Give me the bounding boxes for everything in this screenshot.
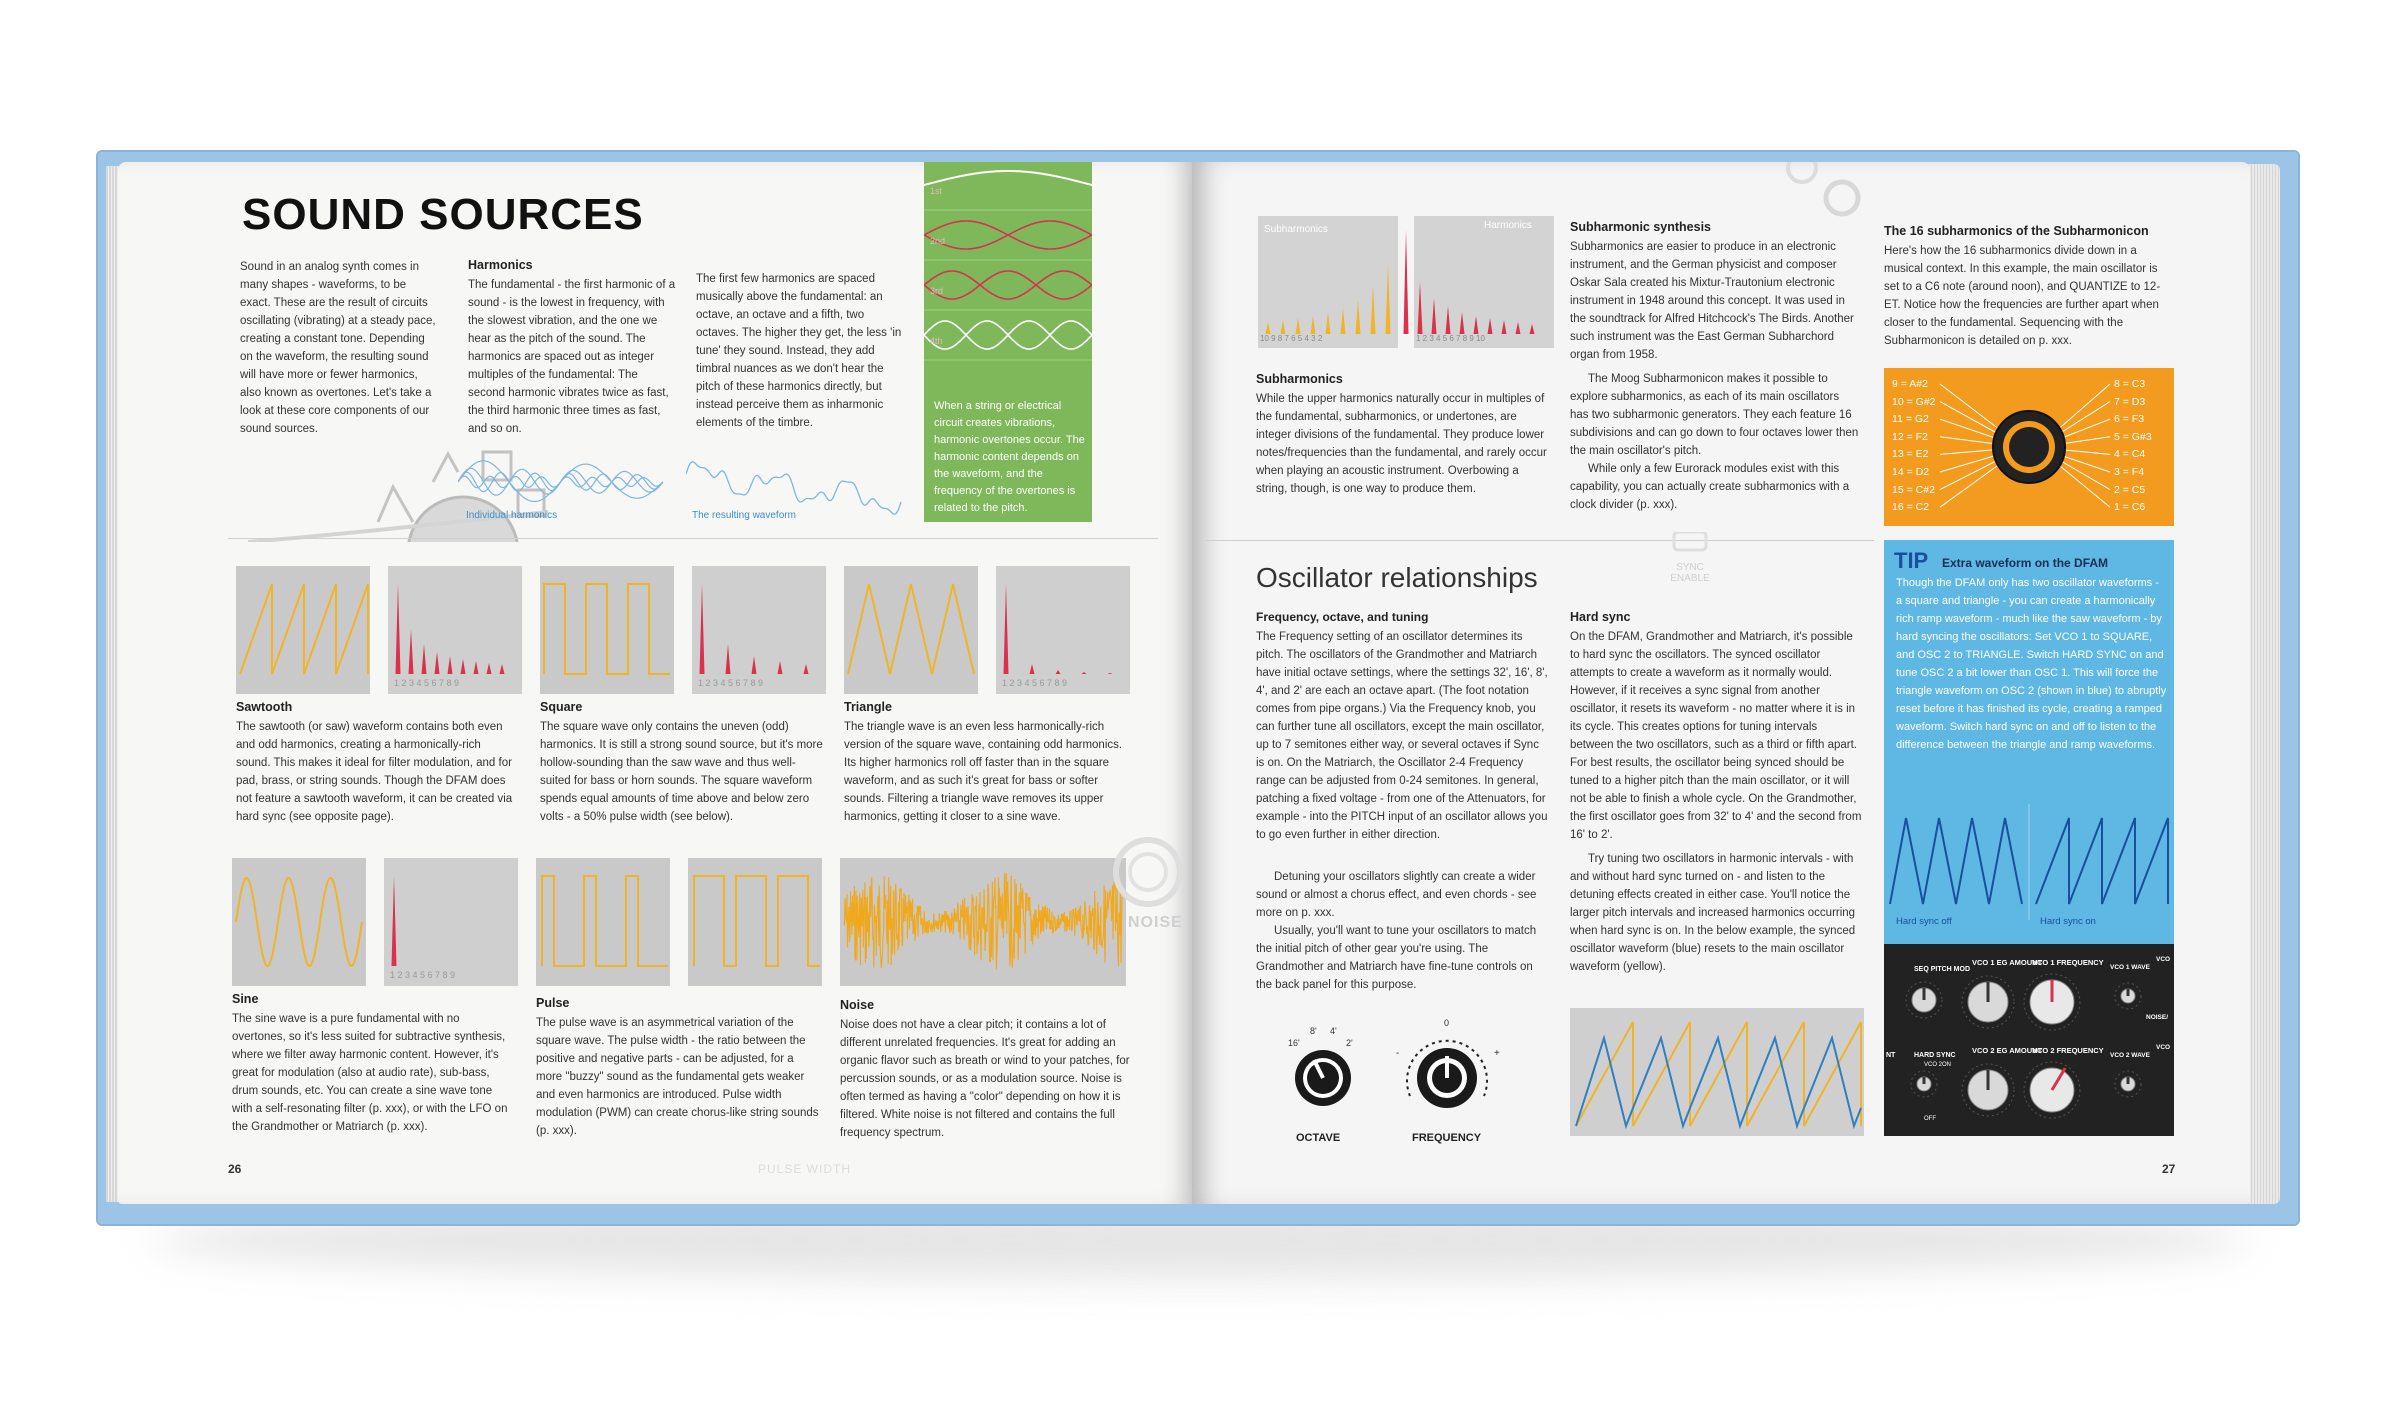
square-wave-box: [540, 566, 674, 694]
harmonics-green-panel: [924, 162, 1092, 522]
sine-spectrum-box: [384, 858, 518, 986]
harmonic-spike: [1530, 324, 1535, 334]
spectrum-spike: [1108, 673, 1113, 674]
label-vco2-wave: VCO 2 WAVE: [2110, 1052, 2150, 1059]
harmonic-spike: [1502, 320, 1507, 334]
sine-spectrum-numbers: 1 2 3 4 5 6 7 8 9: [390, 970, 456, 980]
subharmonics-chart-label: Subharmonics: [1264, 224, 1328, 235]
dial-right-labels: [2114, 376, 2152, 517]
harmonic-label-2: 2nd: [930, 236, 946, 246]
sub-axis-numbers: 10 9 8 7 6 5 4 3 2: [1260, 334, 1323, 343]
hard-sync-chart: [1570, 1008, 1864, 1136]
harmonic-label-4: 4th: [930, 336, 943, 346]
sawtooth-spectrum-box: [388, 566, 522, 694]
label-noise: NOISE/: [2146, 1014, 2169, 1021]
spectrum-spike: [409, 629, 414, 674]
overtone-waves: [924, 162, 1092, 390]
triangle-heading: Triangle: [844, 700, 892, 714]
spectrum-spike: [487, 663, 492, 674]
subharmonic-synthesis-text-3: While only a few Eurorack modules exist with this capability, you can actually create subharmonics with a clock divider (p. xxx).: [1570, 463, 1850, 511]
hard-sync-heading: Hard sync: [1570, 610, 1631, 624]
dial-label-4: 4 = C4: [2114, 448, 2146, 461]
subharmonic-spike: [1341, 308, 1346, 334]
spectrum-spike: [726, 644, 731, 674]
sync-enable-watermark: SYNC ENABLE: [1670, 562, 1710, 584]
dial-label-8: 8 = C3: [2114, 378, 2146, 390]
spectrum-spike: [1056, 670, 1061, 674]
frequency-heading: Frequency, octave, and tuning: [1256, 610, 1429, 624]
label-on: ON: [1942, 1062, 1951, 1068]
dial-label-13: 13 = E2: [1892, 448, 1929, 461]
sawtooth-heading: Sawtooth: [236, 700, 293, 714]
sawtooth-wave-box: [236, 566, 370, 694]
label-vco2-frequency: VCO 2 FREQUENCY: [2032, 1046, 2104, 1055]
caption-resulting-waveform: The resulting waveform: [692, 510, 796, 521]
label-vco-a: VCO: [2156, 956, 2171, 963]
dial-label-3: 3 = F4: [2114, 465, 2145, 478]
harmonic-label-3: 3rd: [930, 286, 944, 296]
frequency-text-2: Detuning your oscillators slightly can create a wider sound or almost a chorus effect, and even chords - see more on p. xxx.: [1256, 871, 1537, 919]
subharmonic-spike: [1296, 318, 1301, 334]
right-page: [1192, 162, 2250, 1204]
caption-hard-sync-off: Hard sync off: [1896, 916, 1952, 927]
octave-mark-2: 2': [1346, 1038, 1353, 1048]
page-number-right: 27: [2162, 1162, 2176, 1176]
dial-left-labels: [1892, 376, 1936, 517]
noise-watermark: NOISE: [1128, 914, 1183, 931]
subharmonic-spike: [1266, 322, 1271, 334]
sawtooth-spectrum-numbers: 1 2 3 4 5 6 7 8 9: [394, 678, 460, 688]
triangle-spectrum-box: [996, 566, 1130, 694]
spectrum-spike: [461, 659, 466, 674]
square-text: The square wave only contains the uneven (odd) harmonics. It is still a strong sound source, but it's more hollow-sounding than the saw wave and thus well-suited for bass or horn sounds. The square waveform spends equal amounts of time above and below zero volts - a 50% pulse width (see below).: [540, 721, 823, 823]
spectrum-spike: [392, 876, 397, 966]
frequency-label: FREQUENCY: [1412, 1132, 1482, 1144]
harmonics-heading: Harmonics: [468, 258, 533, 272]
octave-mark-4: 4': [1330, 1026, 1337, 1036]
pulse-width-watermark: PULSE WIDTH: [758, 1162, 852, 1176]
harmonic-spike: [1418, 282, 1423, 334]
dial-label-11: 11 = G2: [1892, 413, 1929, 426]
label-vco2: VCO 2: [1924, 1062, 1943, 1068]
sixteen-subharmonics-text: Here's how the 16 subharmonics divide down in a musical context. In this example, the main oscillator is set to a C6 note (around noon), and QUANTIZE to 12-ET. Notice how the frequencies are further apart when closer to the fundamental. Sequencing with the Subharmonicon is detailed on p. xxx.: [1884, 245, 2161, 347]
label-nt: NT: [1886, 1052, 1896, 1059]
spectrum-spike: [448, 656, 453, 674]
subharmonic-spike: [1281, 320, 1286, 334]
harmonic-spike: [1432, 298, 1437, 334]
intro-text: Sound in an analog synth comes in many shapes - waveforms, to be exact. These are the result of circuits oscillating (vibrating) at a steady pace, creating a constant tone. Depending on the waveform, the resulting sound will have more or fewer harmonics, also known as overtones. Let's take a look at these core components of our sound sources.: [240, 261, 436, 435]
spectrum-spike: [474, 661, 479, 674]
tip-text: Though the DFAM only has two oscillator waveforms - a square and triangle - you can create a harmonically rich ramp waveform - much like the saw waveform - by hard syncing the oscillators: Set VCO 1 to SQUARE, and OSC 2 to TRIANGLE. Switch HARD SYNC on and tune OSC 2 a bit lower than OSC 1. This will force the triangle waveform on OSC 2 (shown in blue) to abruptly reset before it has finished its cycle, creating a ramped waveform. Switch hard sync on and off to listen to the difference between the triangle and ramp waveforms.: [1896, 577, 2167, 751]
dial-connector-line: [1940, 461, 2004, 507]
noise-heading: Noise: [840, 998, 875, 1012]
harmonic-label-1: 1st: [930, 186, 943, 196]
sine-text: The sine wave is a pure fundamental with no overtones, so it's less suited for subtractive synthesis, where we filter away harmonic content. However, it's great for modulation (also at audio rate), sub-bass, drum sounds, etc. You can create a sine wave tone with a self-resonating filter (p. xxx), or with the LFO on the Grandmother or Matriarch (p. xxx).: [232, 1013, 508, 1133]
subharmonic-spike: [1356, 300, 1361, 334]
sawtooth-text: The sawtooth (or saw) waveform contains both even and odd harmonics, creating a harmonically-rich sound. This makes it ideal for filter modulation, and for pad, brass, or string sounds. Though the DFAM does not feature a sawtooth waveform, it can be created via hard sync (see opposite page).: [236, 721, 513, 823]
sync-watermark-shape: [1650, 532, 1730, 562]
tip-heading: Extra waveform on the DFAM: [1942, 556, 2109, 570]
pulse-text: The pulse wave is an asymmetrical variation of the square wave. The pulse width - the ratio between the positive and negative parts - can be adjusted, for a more "buzzy" sound as the fundamental gets weaker and even harmonics are introduced. Pulse width modulation (PWM) can create chorus-like string sounds (p. xxx).: [536, 1017, 819, 1137]
dial-label-1: 1 = C6: [2114, 501, 2146, 514]
spectrum-spike: [1004, 584, 1009, 674]
hard-sync-text: On the DFAM, Grandmother and Matriarch, it's possible to hard sync the oscillators. The synced oscillator attempts to create a waveform as it normally would. However, if it receives a sync signal from another oscillator, it resets its waveform - no matter where it is in its cycle. This creates options for tuning intervals between the two oscillators, such as a third or fifth apart. For best results, the oscillator being synced should be tuned to a higher pitch than the main oscillator, or it will not be able to finish a whole cycle. On the Grandmother, the first oscillator goes from 32' to 4' and the second from 16' to 2'.: [1570, 631, 1862, 841]
harmonic-spike: [1404, 230, 1409, 334]
caption-hard-sync-on: Hard sync on: [2040, 916, 2096, 927]
triangle-wave-box: [844, 566, 978, 694]
dial-label-2: 2 = C5: [2114, 483, 2146, 496]
dial-label-6: 6 = F3: [2114, 413, 2145, 426]
harmonic-spike: [1446, 306, 1451, 334]
frequency-knob: [1392, 1026, 1502, 1126]
knob-watermark: [1108, 822, 1188, 922]
synth-control-panel: [1884, 944, 2174, 1136]
sine-wave-box: [232, 858, 366, 986]
subharmonic-spike: [1311, 316, 1316, 334]
subharmonic-synthesis-text-2: The Moog Subharmonicon makes it possible to explore subharmonics, as each of its main oscillators has two subharmonic generators. They each feature 16 subdivisions and can go down to four octaves lower then the main oscillator's pitch.: [1570, 373, 1859, 457]
subharmonics-heading: Subharmonics: [1256, 372, 1343, 386]
page-title: SOUND SOURCES: [242, 190, 644, 239]
subharmonic-spectrum-chart: [1258, 216, 1554, 348]
harmonics-text: The fundamental - the first harmonic of a sound - is the lowest in frequency, with the slowest vibration, and the one we hear as the pitch of the sound. The harmonics are spaced out as integer multiples of the fundamental: The second harmonic vibrates twice as fast, the third harmonic three times as fast, and so on.: [468, 279, 676, 435]
spectrum-spike: [435, 652, 440, 674]
triangle-spectrum-numbers: 1 2 3 4 5 6 7 8 9: [1002, 678, 1068, 688]
subharmonic-synthesis-text: Subharmonics are easier to produce in an electronic instrument, and the German physicist and composer Oskar Sala created his Mixtur-Trautonium electronic instrument in 1948 around this concept. It was used in the soundtrack for Alfred Hitchcock's The Birds. Another such instrument was the East German Subharchord organ from 1958.: [1570, 241, 1854, 361]
label-seq-pitch-mod: SEQ PITCH MOD: [1914, 966, 1971, 973]
spectrum-spike: [778, 661, 783, 674]
subharmonic-spike: [1371, 286, 1376, 334]
sine-heading: Sine: [232, 992, 259, 1006]
triangle-text: The triangle wave is an even less harmonically-rich version of the square wave, containing odd harmonics. Its higher harmonics roll off faster than in the square waveform, and as such it's great for bass or softer sounds. Filtering a triangle wave removes its upper harmonics, getting it closer to a sine wave.: [844, 721, 1123, 823]
spectrum-spike: [1082, 672, 1087, 674]
harm-axis-numbers: 1 2 3 4 5 6 7 8 9 10: [1416, 334, 1485, 343]
dial-connector-line: [2054, 461, 2110, 507]
harmonics-text-2: The first few harmonics are spaced musically above the fundamental: an octave, an octave and a fifth, two octaves. The higher they get, the less 'in tune' they sound. Instead, they add timbral nuances as we don't hear the pitch of these harmonics directly, but instead perceive them as inharmonic elements of the timbre.: [696, 273, 902, 429]
label-hard-sync: HARD SYNC: [1914, 1052, 1956, 1059]
dial-connector-line: [1940, 402, 2004, 437]
spectrum-spike: [396, 584, 401, 674]
harmonic-spike: [1460, 312, 1465, 334]
section-divider: [228, 538, 1158, 539]
caption-individual-harmonics: Individual harmonics: [466, 510, 558, 521]
frequency-text-3: Usually, you'll want to tune your oscillators to match the initial pitch of other gear you're using. The Grandmother and Matriarch have fine-tune controls on the back panel for this purpose.: [1256, 925, 1537, 991]
harmonic-spike: [1474, 316, 1479, 334]
octave-mark-8: 8': [1310, 1026, 1317, 1036]
label-vco1-wave: VCO 1 WAVE: [2110, 964, 2150, 971]
frequency-mark-minus: -: [1396, 1048, 1400, 1059]
pulse-wave-box-1: [536, 858, 670, 986]
square-spectrum-box: [692, 566, 826, 694]
hard-sync-text-2: Try tuning two oscillators in harmonic intervals - with and without hard sync turned on - and listen to the detuning effects created in either case. You'll notice the larger pitch intervals and increased harmonics occurring when hard sync is on. In the below example, the synced oscillator waveform (blue) resets to the main oscillator waveform (yellow).: [1570, 853, 1856, 973]
label-off: OFF: [1924, 1116, 1936, 1122]
octave-mark-16: 16': [1288, 1038, 1300, 1048]
spectrum-spike: [804, 664, 809, 674]
harmonic-spike: [1516, 322, 1521, 334]
octave-label: OCTAVE: [1296, 1132, 1341, 1144]
spectrum-spike: [752, 656, 757, 674]
pulse-heading: Pulse: [536, 996, 570, 1010]
subharmonic-spike: [1326, 312, 1331, 334]
dial-label-10: 10 = G#2: [1892, 395, 1936, 408]
dial-label-16: 16 = C2: [1892, 501, 1930, 514]
spectrum-spike: [500, 664, 505, 674]
dial-connector-line: [1940, 384, 2004, 433]
subharmonic-spike: [1386, 264, 1391, 334]
tip-badge: TIP: [1894, 548, 1929, 573]
subharmonic-dial-panel: [1884, 368, 2174, 526]
frequency-text: The Frequency setting of an oscillator determines its pitch. The oscillators of the Grandmother and Matriarch have initial octave settings, where the settings 32', 16', 8', 4', and 2' are each an octave apart. (The foot notation comes from pipe organs.) Via the Frequency knob, you can further tune all oscillators, except the main oscillator, up to 7 semitones either way, or several octaves if Sync is on. On the Matriarch, the Oscillator 2-4 Frequency range can be adjusted from 0-24 semitones. In general, patching a fixed voltage - from one of the Attenuators, for example - into the PITCH input of an oscillator allows you to go even further in either direction.: [1256, 631, 1548, 841]
dial-label-14: 14 = D2: [1892, 465, 1930, 478]
dial-connector-line: [2054, 384, 2110, 433]
square-spectrum-numbers: 1 2 3 4 5 6 7 8 9: [698, 678, 764, 688]
harmonics-chart-label: Harmonics: [1484, 220, 1532, 231]
noise-text: Noise does not have a clear pitch; it contains a lot of different unrelated frequencies. It's great for adding an organic flavor such as breath or wind to your patches, for percussion sounds, or as a modulation source. Noise is often termed as having a "color" depending on how it is filtered. White noise is not filtered and contains the full frequency spectrum.: [840, 1019, 1130, 1139]
frequency-mark-plus: +: [1494, 1048, 1500, 1059]
spectrum-spike: [700, 584, 705, 674]
page-number-left: 26: [228, 1162, 242, 1176]
label-vco1-frequency: VCO 1 FREQUENCY: [2032, 958, 2104, 967]
label-vco2-eg-amount: VCO 2 EG AMOUNT: [1972, 1046, 2043, 1055]
spectrum-spike: [1030, 664, 1035, 674]
dial-label-5: 5 = G#3: [2114, 430, 2152, 443]
spectrum-spike: [422, 644, 427, 674]
knob-watermark-top: [1742, 162, 1872, 224]
section-divider-right: [1206, 540, 1874, 541]
tip-panel: [1884, 540, 2174, 944]
frequency-mark-zero: 0: [1444, 1018, 1450, 1028]
pulse-wave-box-2: [688, 858, 822, 986]
square-heading: Square: [540, 700, 583, 714]
dial-label-12: 12 = F2: [1892, 430, 1928, 443]
dial-label-15: 15 = C#2: [1892, 483, 1935, 496]
harmonic-spike: [1488, 318, 1493, 334]
subharmonics-text: While the upper harmonics naturally occur in multiples of the fundamental, subharmonics, or undertones, are integer divisions of the fundamental. They produce lower notes/frequencies than the fundamental, and rarely occur when playing an acoustic instrument. Overbowing a string, though, is one way to produce them.: [1256, 393, 1547, 495]
tip-waveforms: [1884, 804, 2174, 920]
oscillator-relationships-title: Oscillator relationships: [1256, 562, 1538, 593]
label-vco1-eg-amount: VCO 1 EG AMOUNT: [1972, 958, 2043, 967]
subharmonic-synthesis-heading: Subharmonic synthesis: [1570, 220, 1712, 234]
dial-label-9: 9 = A#2: [1892, 378, 1928, 390]
left-page: [118, 162, 1192, 1204]
sixteen-subharmonics-heading: The 16 subharmonics of the Subharmonicon: [1884, 224, 2149, 238]
noise-wave-box: [840, 858, 1126, 986]
dial-label-7: 7 = D3: [2114, 395, 2146, 408]
label-vco-b: VCO: [2156, 1044, 2171, 1051]
green-panel-caption: When a string or electrical circuit creates vibrations, harmonic overtones occur. The harmonic content depends on the waveform, and the frequency of the overtones is related to the pitch.: [934, 400, 1085, 514]
